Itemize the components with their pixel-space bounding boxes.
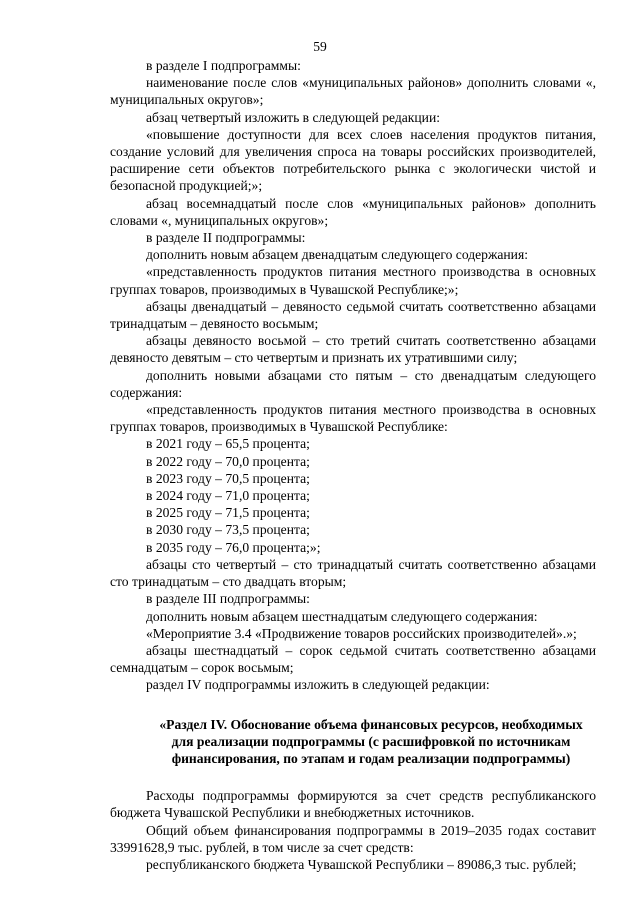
section-heading-line: для реализации подпрограммы (с расшифровкой по источникам (171, 733, 571, 749)
paragraph: «повышение доступности для всех слоев населения продуктов питания, создание условий для увеличения спроса на товары российских производителей, расширение сети объектов потребительского рынка с экологически чистой и безопасной продукцией;»; (110, 126, 596, 194)
document-body (110, 57, 596, 873)
paragraph: «представленность продуктов питания местного производства в основных группах товаров, производимых в Чувашской Республике;»; (110, 264, 596, 297)
paragraph: дополнить новым абзацем шестнадцатым следующего содержания: (146, 608, 538, 624)
section-heading-line: «Раздел IV. Обоснование объема финансовых ресурсов, необходимых (159, 716, 583, 732)
paragraph: наименование после слов «муниципальных районов» дополнить словами «, муниципальных округов»; (110, 75, 596, 108)
year-value-item: в 2021 году – 65,5 процента; (146, 436, 310, 452)
year-value-item: в 2035 году – 76,0 процента;»; (146, 539, 321, 555)
paragraph: абзацы двенадцатый – девяносто седьмой считать соответственно абзацами тринадцатым – девяносто восьмым; (110, 298, 596, 332)
paragraph: абзацы сто четвертый – сто тринадцатый считать соответственно абзацами сто тринадцатым – сто двадцать вторым; (110, 556, 596, 590)
year-value-item: в 2023 году – 70,5 процента; (146, 470, 310, 486)
paragraph: раздел IV подпрограммы изложить в следующей редакции: (146, 677, 490, 693)
paragraph: в разделе I подпрограммы: (146, 58, 301, 73)
paragraph: абзацы шестнадцатый – сорок седьмой считать соответственно абзацами семнадцатым – сорок восьмым; (110, 642, 596, 676)
paragraph: абзацы девяносто восьмой – сто третий считать соответственно абзацами девяносто девятым – сто четвертым и признать их утратившими силу; (110, 333, 596, 366)
year-value-item: в 2030 году – 73,5 процента; (146, 522, 310, 538)
paragraph: абзац восемнадцатый после слов «муниципальных районов» дополнить словами «, муниципальных округов»; (110, 195, 596, 228)
section-heading-line: финансирования, по этапам и годам реализации подпрограммы) (171, 750, 571, 766)
paragraph: «Мероприятие 3.4 «Продвижение товаров российских производителей».»; (146, 625, 577, 641)
year-value-item: в 2025 году – 71,5 процента; (146, 505, 310, 521)
paragraph: Общий объем финансирования подпрограммы в 2019–2035 годах составит 33991628,9 тыс. рублей, в том числе за счет средств: (110, 822, 596, 855)
paragraph: абзац четвертый изложить в следующей редакции: (146, 109, 441, 125)
paragraph: дополнить новым абзацем двенадцатым следующего содержания: (146, 247, 528, 263)
paragraph: в разделе III подпрограммы: (146, 591, 310, 607)
section-heading (110, 716, 596, 768)
year-value-item: в 2022 году – 70,0 процента; (146, 453, 310, 469)
paragraph: республиканского бюджета Чувашской Республики – 89086,3 тыс. рублей; (146, 856, 577, 872)
paragraph: Расходы подпрограммы формируются за счет средств республиканского бюджета Чувашской Республики и внебюджетных источников. (110, 788, 596, 821)
paragraph: «представленность продуктов питания местного производства в основных группах товаров, производимых в Чувашской Республике: (110, 402, 596, 435)
year-value-item: в 2024 году – 71,0 процента; (146, 488, 310, 504)
paragraph: в разделе II подпрограммы: (146, 230, 306, 246)
paragraph: дополнить новыми абзацами сто пятым – сто двенадцатым следующего содержания: (110, 367, 596, 400)
page-number: 59 (313, 39, 327, 54)
